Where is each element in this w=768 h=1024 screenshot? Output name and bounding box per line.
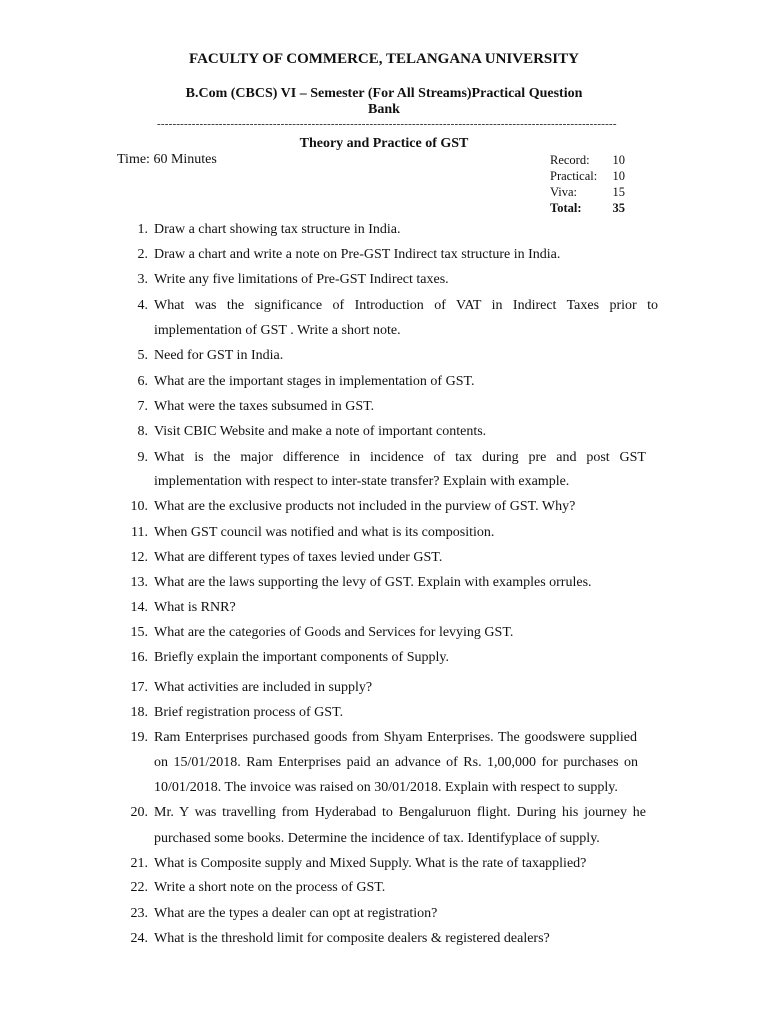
question-text: Briefly explain the important components of Supply.	[154, 650, 449, 665]
question-text: What are the exclusive products not included in the purview of GST. Why?	[154, 499, 576, 514]
question-continuation: 10/01/2018. The invoice was raised on 30/01/2018. Explain with respect to supply.	[154, 780, 618, 795]
question-text: What is the threshold limit for composite dealers & registered dealers?	[154, 931, 550, 946]
marks-row-total	[550, 200, 625, 216]
question-number: 20.	[130, 805, 148, 820]
question-text: What are the laws supporting the levy of GST. Explain with examples orrules.	[154, 575, 592, 590]
marks-value: 35	[612, 201, 625, 215]
marks-row-viva	[550, 184, 625, 200]
question-text: Write a short note on the process of GST.	[154, 880, 386, 895]
question-number: 21.	[130, 856, 148, 871]
question-continuation: implementation of GST . Write a short note.	[154, 323, 401, 338]
question-text: Mr. Y was travelling from Hyderabad to Bengaluruon flight. During his journey he	[154, 805, 646, 820]
question-number: 3.	[137, 272, 148, 287]
question-number: 6.	[137, 374, 148, 389]
marks-label: Record:	[550, 153, 590, 167]
question-number: 19.	[130, 730, 148, 745]
question-text: What were the taxes subsumed in GST.	[154, 399, 375, 414]
question-number: 12.	[130, 550, 148, 565]
marks-label: Viva:	[550, 185, 578, 199]
marks-breakdown	[550, 152, 625, 216]
divider-line: -----------------------------------------------------------------------------------------------------------------------	[157, 118, 617, 130]
question-text: What are the important stages in implementation of GST.	[154, 374, 475, 389]
question-text: Need for GST in India.	[154, 348, 284, 363]
question-number: 8.	[137, 424, 148, 439]
question-number: 17.	[130, 680, 148, 695]
course-title-line2: Bank	[368, 102, 400, 117]
question-text: What is Composite supply and Mixed Supply. What is the rate of taxapplied?	[154, 856, 587, 871]
marks-row-practical	[550, 168, 625, 184]
question-number: 23.	[130, 906, 148, 921]
question-number: 16.	[130, 650, 148, 665]
question-text: What activities are included in supply?	[154, 680, 373, 695]
marks-value: 10	[612, 153, 625, 167]
question-continuation: implementation with respect to inter-state transfer? Explain with example.	[154, 474, 570, 489]
question-text: Visit CBIC Website and make a note of important contents.	[154, 424, 487, 439]
question-number: 10.	[130, 499, 148, 514]
question-number: 14.	[130, 600, 148, 615]
question-text: What are the types a dealer can opt at registration?	[154, 906, 438, 921]
question-number: 22.	[130, 880, 148, 895]
question-number: 18.	[130, 705, 148, 720]
question-number: 15.	[130, 625, 148, 640]
question-number: 24.	[130, 931, 148, 946]
marks-row-record	[550, 152, 625, 168]
question-number: 9.	[137, 450, 148, 465]
course-title	[0, 86, 768, 118]
question-text: Ram Enterprises purchased goods from Shyam Enterprises. The goodswere supplied	[154, 730, 637, 745]
question-text: Brief registration process of GST.	[154, 705, 344, 720]
question-number: 5.	[137, 348, 148, 363]
question-text: What is RNR?	[154, 600, 236, 615]
question-text: What are different types of taxes levied under GST.	[154, 550, 443, 565]
subject-title: Theory and Practice of GST	[299, 136, 469, 151]
question-number: 11.	[131, 525, 148, 540]
faculty-title: FACULTY OF COMMERCE, TELANGANA UNIVERSITY	[189, 51, 579, 67]
question-number: 4.	[137, 298, 148, 313]
question-text: What was the significance of Introduction of VAT in Indirect Taxes prior to	[154, 298, 658, 313]
question-text: Write any five limitations of Pre-GST Indirect taxes.	[154, 272, 449, 287]
marks-label: Practical:	[550, 169, 598, 183]
question-text: When GST council was notified and what is its composition.	[154, 525, 495, 540]
marks-label: Total:	[550, 201, 582, 215]
question-number: 2.	[137, 247, 148, 262]
question-continuation: purchased some books. Determine the incidence of tax. Identifyplace of supply.	[154, 831, 600, 846]
question-text: What is the major difference in incidence of tax during pre and post GST	[154, 450, 646, 465]
question-number: 1.	[137, 222, 148, 237]
question-number: 7.	[137, 399, 148, 414]
marks-value: 10	[612, 169, 625, 183]
marks-value: 15	[612, 185, 625, 199]
question-number: 13.	[130, 575, 148, 590]
question-text: Draw a chart and write a note on Pre-GST Indirect tax structure in India.	[154, 247, 561, 262]
question-text: What are the categories of Goods and Services for levying GST.	[154, 625, 514, 640]
time-allowed: Time: 60 Minutes	[117, 152, 217, 167]
question-continuation: on 15/01/2018. Ram Enterprises paid an advance of Rs. 1,00,000 for purchases on	[154, 755, 638, 770]
course-title-line1: B.Com (CBCS) VI – Semester (For All Streams)Practical Question	[185, 86, 583, 101]
question-text: Draw a chart showing tax structure in India.	[154, 222, 401, 237]
